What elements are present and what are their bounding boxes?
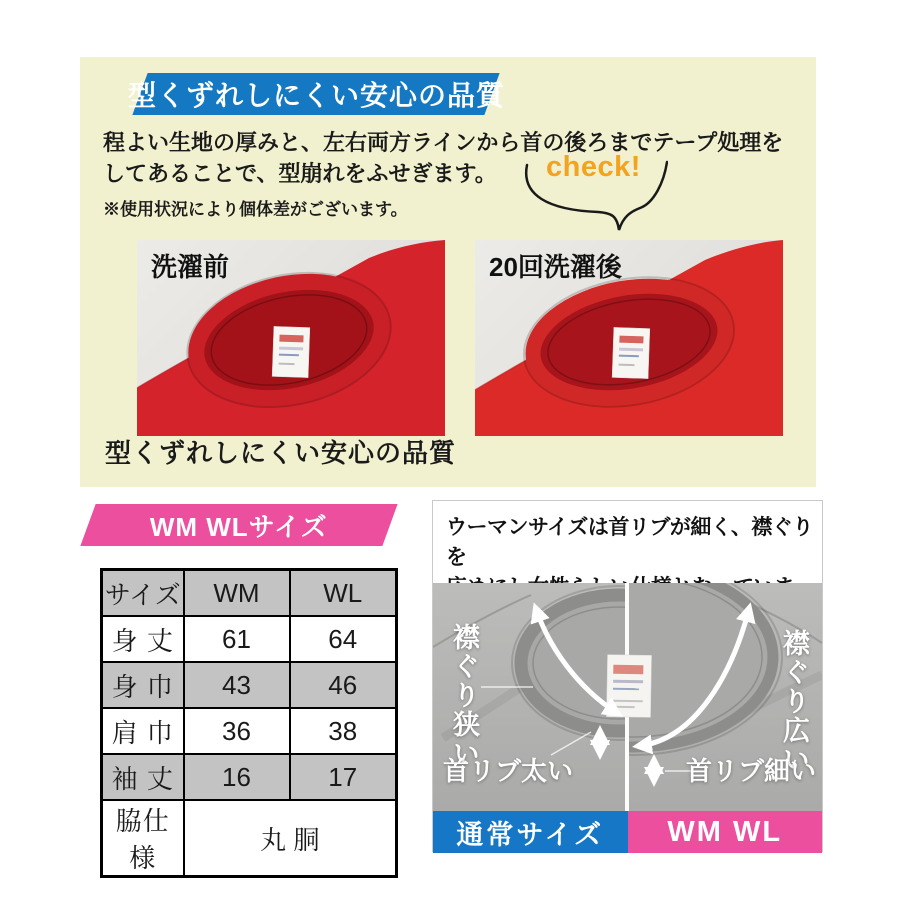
size-banner xyxy=(80,504,397,546)
size-value: 17 xyxy=(290,754,397,800)
col-header-wm: WM xyxy=(184,570,290,617)
size-banner-label: WM WLサイズ xyxy=(150,511,328,542)
collar-compare-photo xyxy=(433,583,822,811)
body-line-2: してあることで、型崩れをふせぎます。 xyxy=(103,161,497,186)
quality-section xyxy=(80,57,816,487)
col-header-wl: WL xyxy=(290,570,397,617)
check-label: check! xyxy=(546,151,641,183)
size-value: 46 xyxy=(290,662,397,708)
collar-note-left: 襟ぐり狭い xyxy=(449,623,479,768)
table-row xyxy=(102,662,397,708)
table-footer-row xyxy=(102,800,397,877)
photo-after-label: 20回洗濯後 xyxy=(489,252,622,282)
size-value: 64 xyxy=(290,616,397,662)
row-label: 身 丈 xyxy=(102,616,184,662)
desc-line-1: ウーマンサイズは首リブが細く、襟ぐりを xyxy=(446,516,813,569)
size-value: 43 xyxy=(184,662,290,708)
row-label: 袖 丈 xyxy=(102,754,184,800)
footer-value: 丸 胴 xyxy=(184,800,397,877)
quality-banner xyxy=(127,73,505,115)
banner-normal-size: 通常サイズ xyxy=(433,811,628,853)
compare-banners xyxy=(433,811,822,853)
usage-note: ※使用状況により個体差がございます。 xyxy=(103,200,408,219)
body-line-1: 程よい生地の厚みと、左右両方ラインから首の後ろまでテープ処理を xyxy=(103,130,784,155)
rib-note-left: 首リブ太い xyxy=(443,756,574,786)
check-bubble-icon xyxy=(518,151,668,243)
banner-wm-wl: WM WL xyxy=(628,811,823,853)
photo-after-wash xyxy=(475,240,783,436)
rib-note-right: 首リブ細い xyxy=(685,756,816,786)
footer-label: 脇仕様 xyxy=(102,800,184,877)
size-table-header-row xyxy=(102,570,397,617)
check-annotation xyxy=(518,151,668,243)
table-row xyxy=(102,754,397,800)
quality-description xyxy=(103,127,783,225)
quality-caption: 型くずれしにくい安心の品質 xyxy=(105,438,457,468)
photo-before-label: 洗濯前 xyxy=(151,252,230,282)
photo-before-wash xyxy=(137,240,445,436)
size-value: 16 xyxy=(184,754,290,800)
col-header-size: サイズ xyxy=(102,570,184,617)
collar-note-right: 襟ぐり広い xyxy=(779,629,809,774)
size-value: 38 xyxy=(290,708,397,754)
woman-size-panel xyxy=(432,500,823,852)
size-value: 36 xyxy=(184,708,290,754)
table-row xyxy=(102,616,397,662)
quality-banner-label: 型くずれしにくい安心の品質 xyxy=(127,80,505,111)
row-label: 身 巾 xyxy=(102,662,184,708)
table-row xyxy=(102,708,397,754)
size-table xyxy=(100,568,398,878)
row-label: 肩 巾 xyxy=(102,708,184,754)
size-value: 61 xyxy=(184,616,290,662)
